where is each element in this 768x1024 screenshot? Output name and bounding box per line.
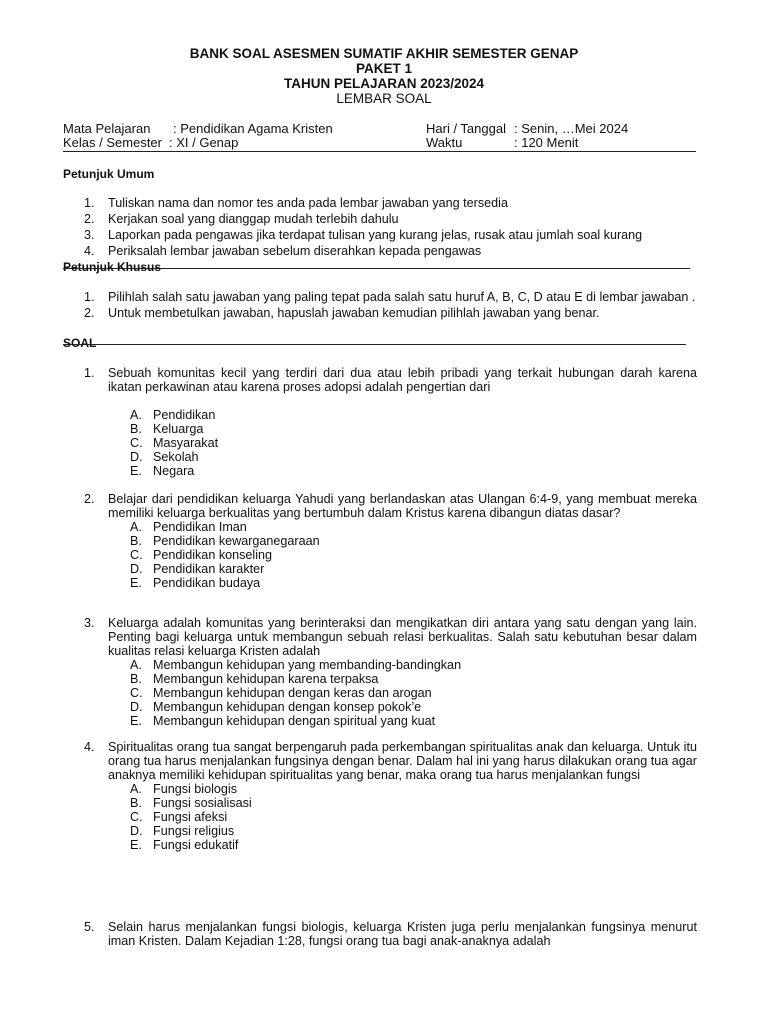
special-instructions-title: Petunjuk Khusus (63, 260, 162, 274)
option-letter: C. (130, 548, 143, 562)
question-item (84, 920, 697, 948)
option-text: Pendidikan kewarganegaraan (153, 534, 320, 548)
answer-option (130, 714, 697, 728)
option-letter: A. (130, 782, 142, 796)
package-label: PAKET 1 (355, 61, 412, 76)
answer-option (130, 450, 697, 464)
answer-option (130, 436, 697, 450)
instruction-number: 1. (84, 196, 95, 210)
option-letter: D. (130, 824, 143, 838)
date-value: : Senin, …Mei 2024 (514, 121, 629, 136)
option-text: Pendidikan budaya (153, 576, 261, 590)
option-text: Negara (153, 464, 195, 478)
instruction-item (84, 244, 704, 258)
option-letter: A. (130, 658, 142, 672)
answer-option (130, 838, 697, 852)
instruction-number: 2. (84, 306, 95, 320)
answer-option (130, 562, 697, 576)
instruction-item (84, 196, 704, 210)
subject-label: Mata Pelajaran (63, 121, 151, 136)
answer-option (130, 422, 697, 436)
exam-title: BANK SOAL ASESMEN SUMATIF AKHIR SEMESTER GENAP (189, 46, 579, 61)
option-text: Pendidikan Iman (153, 520, 247, 534)
question-text: Keluarga adalah komunitas yang berinteraksi dan mengikatkan diri antara yang satu dengan yang lain. Penting bagi keluarga untuk membangun sebuah relasi berkualitas. Salah satu kebutuhan besar dalam kualitas relasi keluarga Kristen adalah (108, 616, 697, 658)
option-letter: D. (130, 450, 143, 464)
answer-option (130, 796, 697, 810)
option-letter: D. (130, 700, 143, 714)
option-letter: B. (130, 796, 142, 810)
instruction-item (84, 212, 704, 226)
subject-value: : Pendidikan Agama Kristen (173, 121, 333, 136)
question-item (84, 740, 697, 852)
answer-options (130, 658, 697, 728)
instruction-text: Pilihlah salah satu jawaban yang paling tepat pada salah satu huruf A, B, C, D atau E di lembar jawaban . (108, 290, 696, 304)
option-letter: E. (130, 464, 142, 478)
option-letter: B. (130, 672, 142, 686)
option-text: Sekolah (153, 450, 199, 464)
option-letter: E. (130, 714, 142, 728)
instruction-text: Laporkan pada pengawas jika terdapat tulisan yang kurang jelas, rusak atau jumlah soal kurang (108, 228, 643, 242)
sheet-label: LEMBAR SOAL (336, 91, 432, 106)
option-letter: D. (130, 562, 143, 576)
answer-option (130, 534, 697, 548)
time-value: : 120 Menit (514, 135, 579, 150)
question-text: Sebuah komunitas kecil yang terdiri dari dua atau lebih pribadi yang terkait hubungan darah karena ikatan perkawinan atau karena proses adopsi adalah pengertian dari (108, 366, 697, 394)
instruction-number: 3. (84, 228, 95, 242)
option-text: Fungsi religius (153, 824, 235, 838)
instruction-text: Kerjakan soal yang dianggap mudah terlebih dahulu (108, 212, 399, 226)
instruction-item (84, 290, 697, 304)
special-instructions-list (84, 290, 697, 320)
option-letter: C. (130, 810, 143, 824)
answer-options (130, 408, 697, 478)
answer-options (130, 520, 697, 590)
option-text: Membangun kehidupan dengan spiritual yang kuat (153, 714, 436, 728)
question-number: 1. (84, 366, 95, 380)
question-item (84, 492, 697, 590)
header-divider (63, 151, 696, 152)
questions-title: SOAL (63, 336, 97, 350)
option-text: Fungsi afeksi (153, 810, 228, 824)
question-item (84, 366, 697, 478)
question-item (84, 616, 697, 728)
time-label: Waktu (426, 135, 463, 150)
answer-option (130, 700, 697, 714)
option-text: Fungsi sosialisasi (153, 796, 252, 810)
date-label: Hari / Tanggal (426, 121, 506, 136)
answer-option (130, 824, 697, 838)
answer-option (130, 464, 697, 478)
option-letter: B. (130, 422, 142, 436)
option-text: Masyarakat (153, 436, 219, 450)
instruction-item (84, 228, 704, 242)
question-number: 4. (84, 740, 95, 754)
general-instructions-title: Petunjuk Umum (63, 167, 155, 181)
question-text: Spiritualitas orang tua sangat berpengaruh pada perkembangan spiritualitas anak dan keluarga. Untuk itu orang tua harus menjalankan fungsinya dengan benar. Dalam hal ini yang harus dilakukan orang tua agar anaknya memiliki kehidupan spiritualitas yang benar, maka orang tua harus menjalankan fungsi (108, 740, 697, 782)
instruction-text: Tuliskan nama dan nomor tes anda pada lembar jawaban yang tersedia (108, 196, 508, 210)
option-text: Membangun kehidupan yang membanding-bandingkan (153, 658, 462, 672)
option-text: Membangun kehidupan dengan konsep pokok’e (153, 700, 422, 714)
option-text: Pendidikan konseling (153, 548, 273, 562)
option-letter: A. (130, 408, 142, 422)
instruction-number: 2. (84, 212, 95, 226)
question-text: Selain harus menjalankan fungsi biologis, keluarga Kristen juga perlu menjalankan fungsinya menurut iman Kristen. Dalam Kejadian 1:28, fungsi orang tua bagi anak-anaknya adalah (108, 920, 697, 948)
instruction-number: 1. (84, 290, 95, 304)
question-number: 2. (84, 492, 95, 506)
option-text: Fungsi edukatif (153, 838, 239, 852)
question-number: 3. (84, 616, 95, 630)
instruction-number: 4. (84, 244, 95, 258)
question-number: 5. (84, 920, 95, 934)
answer-option (130, 520, 697, 534)
option-letter: C. (130, 686, 143, 700)
answer-option (130, 810, 697, 824)
option-letter: C. (130, 436, 143, 450)
answer-option (130, 782, 697, 796)
question-text: Belajar dari pendidikan keluarga Yahudi yang berlandaskan atas Ulangan 6:4-9, yang membuat mereka memiliki keluarga berkualitas yang bertumbuh dalam Kristus karena dibangun diatas dasar? (108, 492, 697, 520)
answer-options (130, 782, 697, 852)
option-text: Pendidikan (153, 408, 216, 422)
answer-option (130, 686, 697, 700)
answer-option (130, 548, 697, 562)
answer-option (130, 658, 697, 672)
class-label: Kelas / Semester (63, 135, 162, 150)
option-letter: B. (130, 534, 142, 548)
option-letter: E. (130, 838, 142, 852)
questions-divider (63, 344, 686, 345)
option-letter: E. (130, 576, 142, 590)
instruction-text: Untuk membetulkan jawaban, hapuslah jawaban kemudian pilihlah jawaban yang benar. (108, 306, 600, 320)
answer-option (130, 408, 697, 422)
option-text: Keluarga (153, 422, 204, 436)
instruction-item (84, 306, 697, 320)
option-text: Pendidikan karakter (153, 562, 265, 576)
answer-option (130, 672, 697, 686)
instruction-text: Periksalah lembar jawaban sebelum diserahkan kepada pengawas (108, 244, 482, 258)
general-instructions-list (84, 196, 704, 258)
class-value: : XI / Genap (169, 135, 239, 150)
academic-year: TAHUN PELAJARAN 2023/2024 (283, 76, 485, 91)
special-divider (63, 268, 690, 269)
option-text: Fungsi biologis (153, 782, 238, 796)
option-text: Membangun kehidupan karena terpaksa (153, 672, 379, 686)
option-letter: A. (130, 520, 142, 534)
option-text: Membangun kehidupan dengan keras dan arogan (153, 686, 432, 700)
answer-option (130, 576, 697, 590)
